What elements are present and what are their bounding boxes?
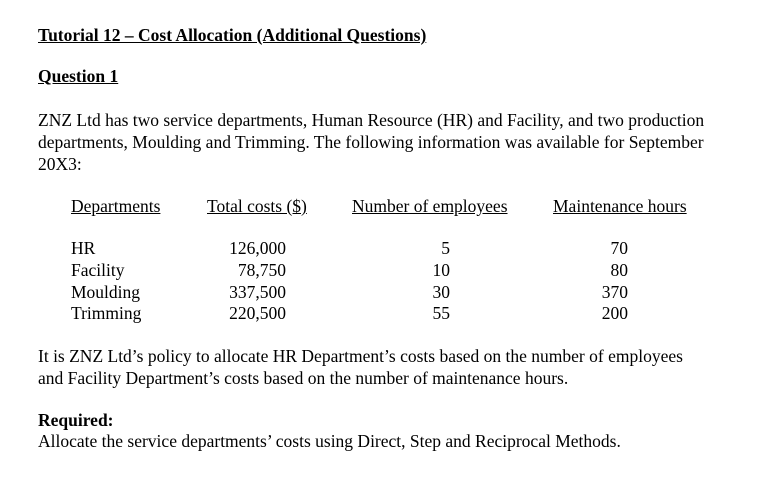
cell-employees: 5 [441,238,450,258]
cell-total-costs: 78,750 [237,260,286,280]
policy-line: and Facility Department’s costs based on the number of maintenance hours. [38,368,569,388]
question-heading: Question 1 [38,66,119,86]
policy-line: It is ZNZ Ltd’s policy to allocate HR Department’s costs based on the number of employees [38,346,683,366]
header-number-of-employees: Number of employees [352,196,508,216]
cell-maintenance-hours: 200 [601,303,628,323]
cell-department: Facility [71,260,125,280]
required-label: Required: [38,410,114,430]
document-title: Tutorial 12 – Cost Allocation (Additional Questions) [38,25,427,45]
intro-line: departments, Moulding and Trimming. The following information was available for September [38,132,704,152]
cell-total-costs: 126,000 [229,238,286,258]
required-text: Allocate the service departments’ costs using Direct, Step and Reciprocal Methods. [38,431,621,451]
header-total-costs: Total costs ($) [207,196,307,216]
cell-department: Moulding [71,282,141,302]
intro-line: ZNZ Ltd has two service departments, Human Resource (HR) and Facility, and two production [38,110,705,130]
cell-department: HR [71,238,96,258]
cell-department: Trimming [71,303,142,323]
cell-total-costs: 337,500 [229,282,286,302]
intro-line: 20X3: [38,154,82,174]
header-departments: Departments [71,196,161,216]
cell-employees: 55 [432,303,450,323]
cell-maintenance-hours: 70 [610,238,628,258]
cell-employees: 30 [432,282,450,302]
cell-maintenance-hours: 80 [610,260,628,280]
header-maintenance-hours: Maintenance hours [553,196,687,216]
cell-employees: 10 [432,260,450,280]
cell-maintenance-hours: 370 [601,282,628,302]
cell-total-costs: 220,500 [229,303,286,323]
